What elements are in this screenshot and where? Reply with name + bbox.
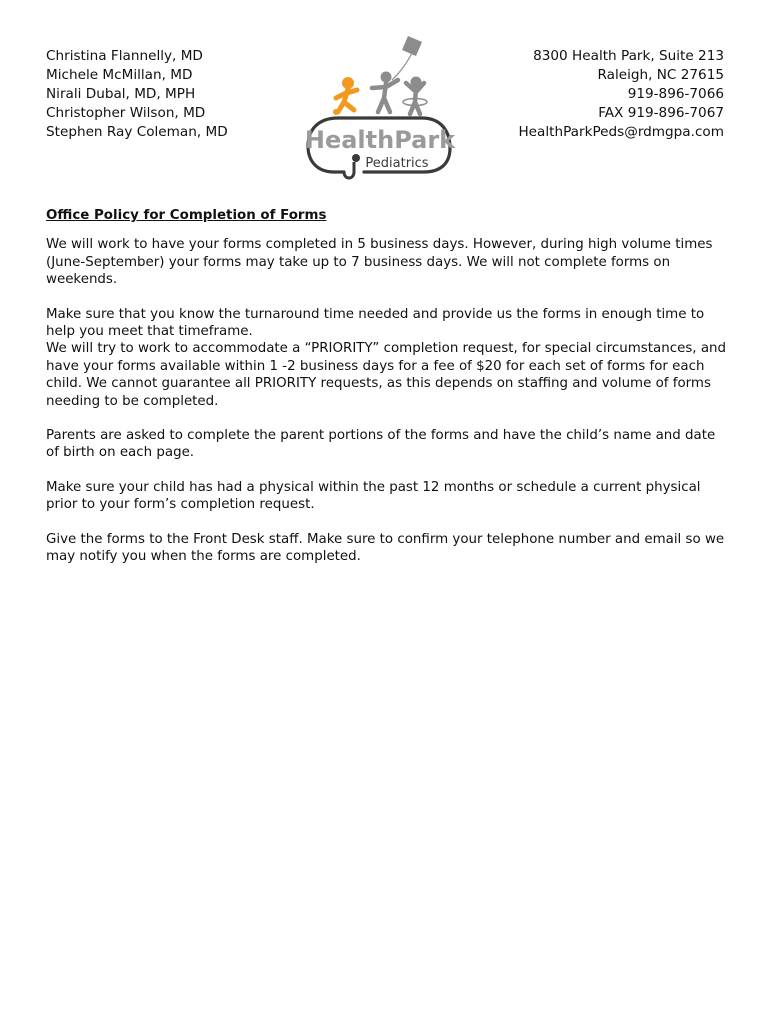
address-line1: 8300 Health Park, Suite 213 bbox=[533, 48, 724, 64]
doctor-list bbox=[46, 47, 306, 142]
email-address: HealthParkPeds@rdmgpa.com bbox=[518, 124, 724, 140]
policy-content bbox=[46, 207, 726, 583]
kite-icon bbox=[392, 36, 422, 80]
doctor-name: Michele McMillan, MD bbox=[46, 67, 193, 83]
phone-number: 919-896-7066 bbox=[627, 86, 724, 102]
doctor-name: Christina Flannelly, MD bbox=[46, 48, 203, 64]
policy-paragraph-physical: Make sure your child has had a physical within the past 12 months or schedule a current physical prior to your form’s completion request. bbox=[46, 479, 701, 513]
policy-paragraph-parent-portions: Parents are asked to complete the parent portions of the forms and have the child’s name and date of birth on each page. bbox=[46, 428, 716, 461]
logo-subtitle: Pediatrics bbox=[365, 156, 429, 171]
address-line2: Raleigh, NC 27615 bbox=[597, 67, 724, 83]
logo-graphic bbox=[300, 30, 460, 180]
doctor-name: Stephen Ray Coleman, MD bbox=[46, 124, 228, 140]
policy-paragraph-timeframe: Make sure that you know the turnaround time needed and provide us the forms in enough time to help you meet that timeframe. bbox=[46, 306, 705, 340]
children-figures-icon bbox=[333, 72, 427, 116]
fax-number: FAX 919-896-7067 bbox=[598, 105, 724, 121]
policy-paragraph-priority: We will try to work to accommodate a “PRIORITY” completion request, for special circumstances, and have your forms available within 1 -2 business days for a fee of $20 for each set of forms for each child. We cannot guarantee all PRIORITY requests, as this depends on staffing and volume of forms needing to be completed. bbox=[46, 341, 727, 409]
doctor-name: Christopher Wilson, MD bbox=[46, 105, 206, 121]
doctor-name: Nirali Dubal, MD, MPH bbox=[46, 86, 196, 102]
policy-paragraph-front-desk: Give the forms to the Front Desk staff. Make sure to confirm your telephone number and email so we may notify you when the forms are completed. bbox=[46, 531, 725, 565]
logo-name: HealthPark bbox=[304, 126, 456, 154]
contact-block bbox=[464, 47, 724, 142]
policy-title: Office Policy for Completion of Forms bbox=[46, 208, 327, 223]
policy-paragraph-turnaround: We will work to have your forms completed in 5 business days. However, during high volume times (June-September) your forms may take up to 7 business days. We will not complete forms on weekends. bbox=[46, 237, 713, 288]
healthpark-logo bbox=[300, 30, 460, 180]
